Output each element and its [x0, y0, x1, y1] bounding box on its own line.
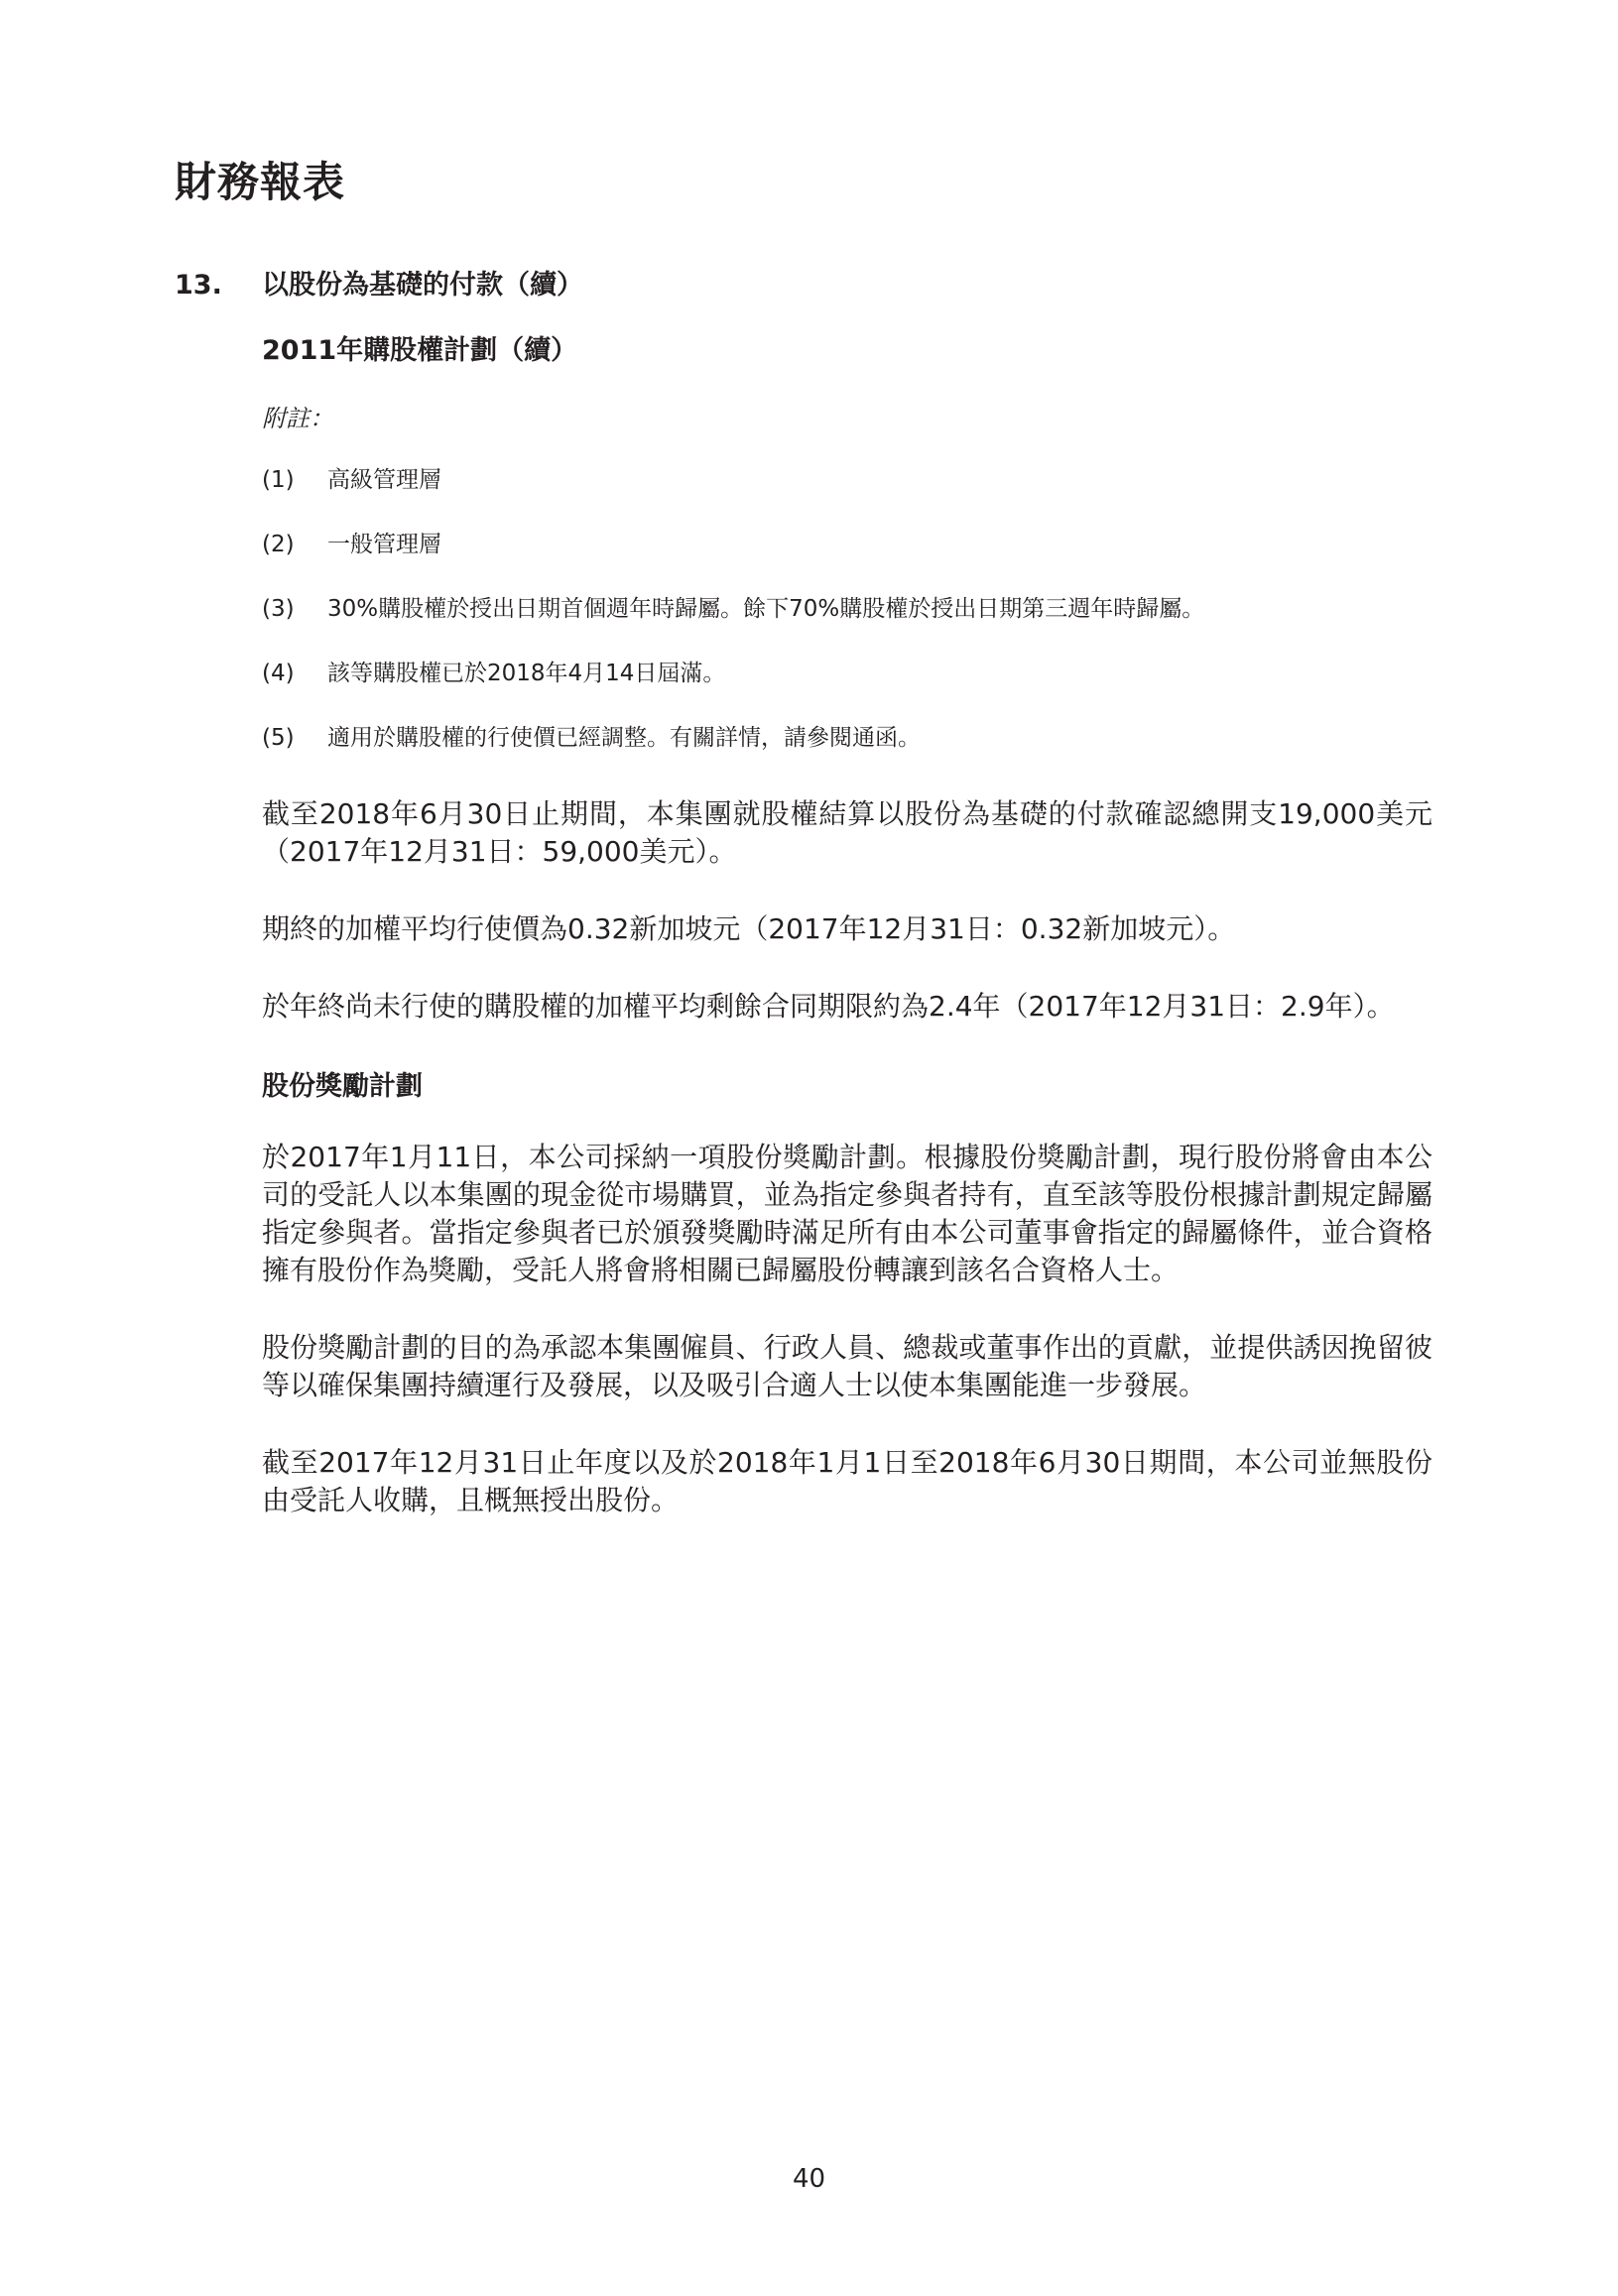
note-text: 30%購股權於授出日期首個週年時歸屬。餘下70%購股權於授出日期第三週年時歸屬。 [327, 596, 1205, 622]
note-item [262, 529, 1432, 560]
share-award-heading: 股份獎勵計劃 [262, 1071, 423, 1102]
note-item [262, 593, 1432, 625]
paragraph-award-purpose: 股份獎勵計劃的目的為承認本集團僱員、行政人員、總裁或董事作出的貢獻，並提供誘因挽留彼等以確保集團持續運行及發展，以及吸引合適人士以使本集團能進一步發展。 [262, 1331, 1432, 1401]
paragraph-exercise-price: 期終的加權平均行使價為0.32新加坡元（2017年12月31日：0.32新加坡元）。 [262, 912, 1236, 945]
note-text: 該等購股權已於2018年4月14日屆滿。 [327, 661, 726, 686]
note-number: (4) [262, 661, 295, 686]
note-text: 一般管理層 [327, 532, 441, 557]
note-text: 高級管理層 [327, 467, 441, 493]
section-number: 13. [175, 270, 222, 301]
section-title: 以股份為基礎的付款（續） [262, 270, 583, 301]
note-number: (5) [262, 725, 295, 751]
note-number: (1) [262, 467, 295, 493]
notes-label: 附註： [262, 405, 333, 432]
paragraph-award-no-acquisition: 截至2017年12月31日止年度以及於2018年1月1日至2018年6月30日期間，本公司並無股份由受託人收購，且概無授出股份。 [262, 1446, 1432, 1516]
section-content [262, 333, 1432, 1519]
note-text: 適用於購股權的行使價已經調整。有關詳情，請參閱通函。 [327, 725, 921, 751]
paragraph-expense: 截至2018年6月30日止期間，本集團就股權結算以股份為基礎的付款確認總開支19,000美元（2017年12月31日：59,000美元）。 [262, 797, 1432, 868]
plan-2011-heading: 2011年購股權計劃（續） [262, 335, 578, 366]
note-number: (2) [262, 532, 295, 557]
section-heading [175, 268, 583, 303]
paragraph-award-adoption: 於2017年1月11日，本公司採納一項股份獎勵計劃。根據股份獎勵計劃，現行股份將會由本公司的受託人以本集團的現金從市場購買，並為指定參與者持有，直至該等股份根據計劃規定歸屬指定參與者。當指定參與者已於頒發獎勵時滿足所有由本公司董事會指定的歸屬條件，並合資格擁有股份作為獎勵，受託人將會將相關已歸屬股份轉讓到該名合資格人士。 [262, 1141, 1432, 1286]
paragraph-remaining-life: 於年終尚未行使的購股權的加權平均剩餘合同期限約為2.4年（2017年12月31日：2.9年）。 [262, 990, 1395, 1023]
note-item [262, 658, 1432, 689]
page-title: 財務報表 [175, 158, 346, 206]
note-item [262, 464, 1432, 496]
note-number: (3) [262, 596, 295, 622]
notes-list [262, 464, 1432, 754]
page-number: 40 [792, 2164, 826, 2194]
note-item [262, 722, 1432, 754]
